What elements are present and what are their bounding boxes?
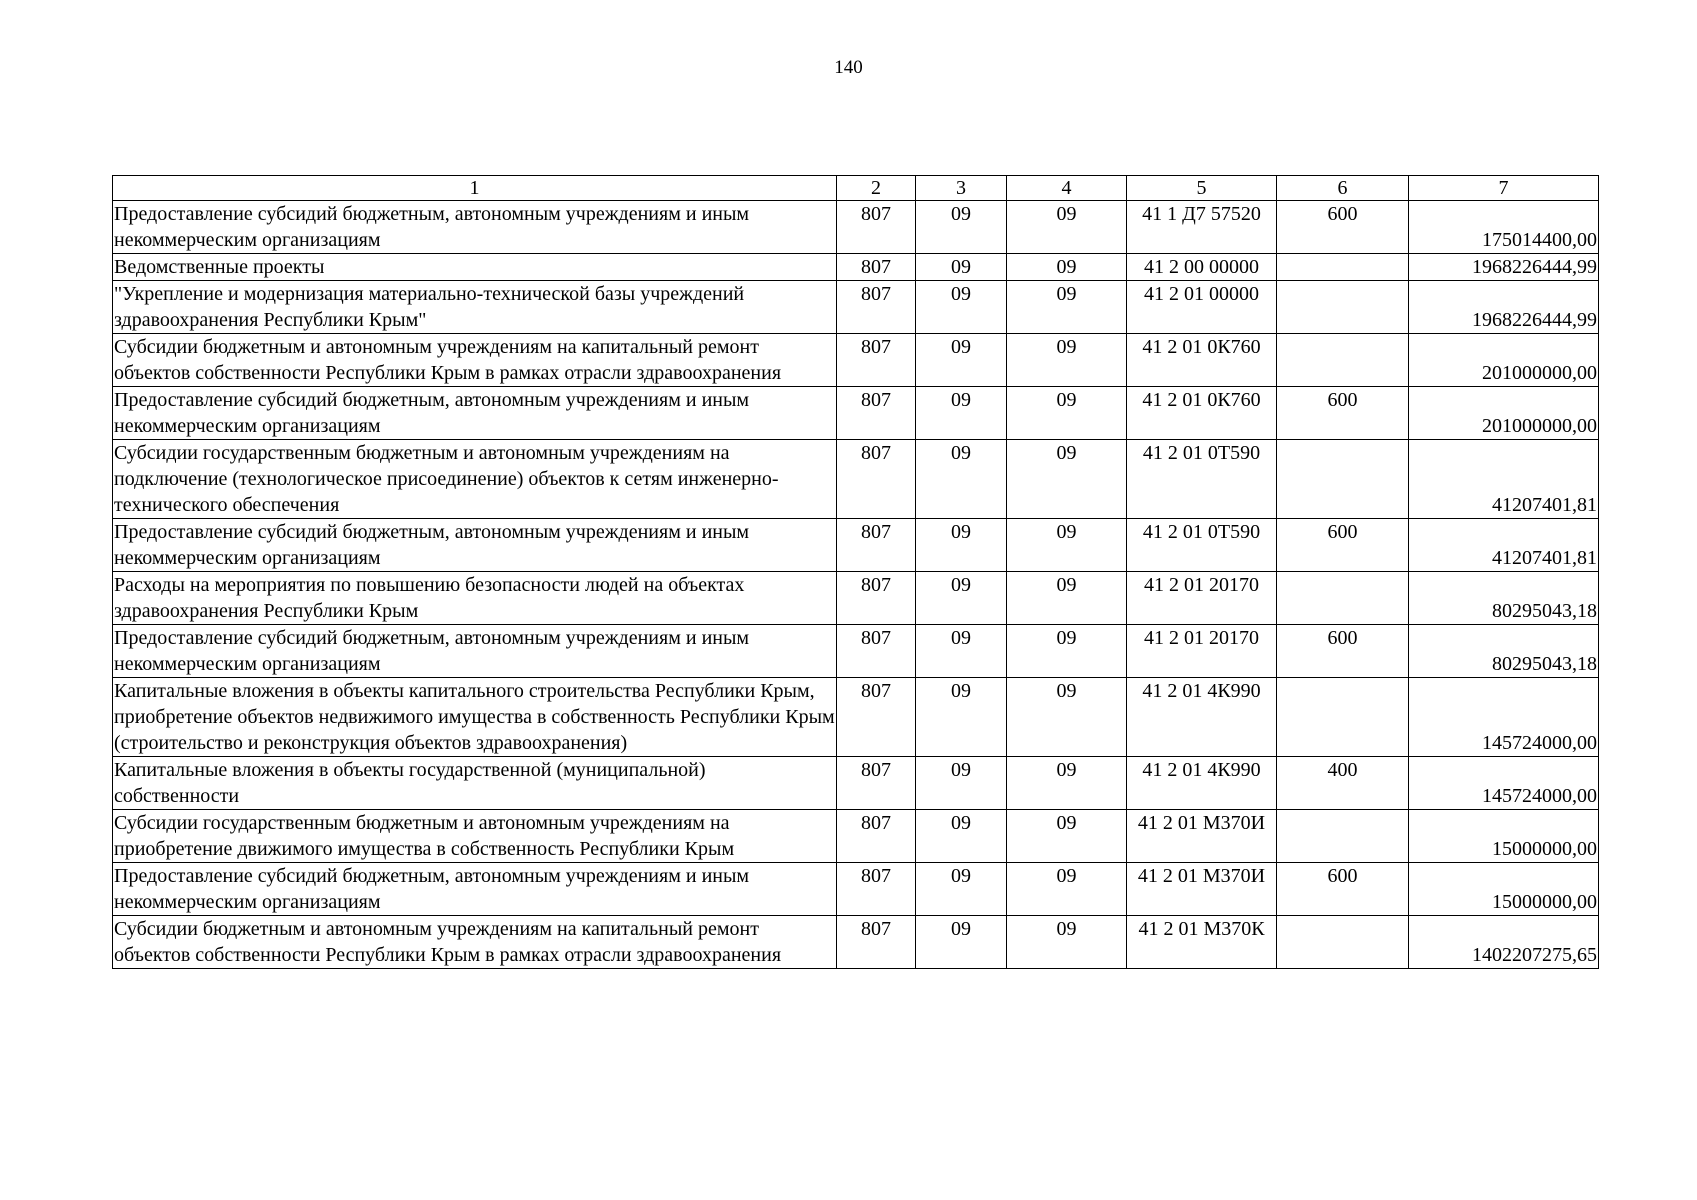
row-grbs-cell: 807 <box>837 810 916 863</box>
row-grbs-cell: 807 <box>837 440 916 519</box>
table-row <box>113 201 1599 254</box>
row-section-cell: 09 <box>916 916 1007 969</box>
row-name-cell: Предоставление субсидий бюджетным, автономным учреждениям и иным некоммерческим организациям <box>113 863 837 916</box>
row-name-cell: Субсидии государственным бюджетным и автономным учреждениям на приобретение движимого имущества в собственность Республики Крым <box>113 810 837 863</box>
row-section-cell: 09 <box>916 863 1007 916</box>
table-row <box>113 863 1599 916</box>
row-section-cell: 09 <box>916 254 1007 281</box>
row-target-code-cell: 41 2 01 20170 <box>1127 625 1277 678</box>
row-name-cell: Капитальные вложения в объекты государственной (муниципальной) собственности <box>113 757 837 810</box>
row-target-code-cell: 41 2 01 М370К <box>1127 916 1277 969</box>
row-name-cell: Предоставление субсидий бюджетным, автономным учреждениям и иным некоммерческим организациям <box>113 201 837 254</box>
row-section-cell: 09 <box>916 440 1007 519</box>
row-name-cell: Субсидии бюджетным и автономным учреждениям на капитальный ремонт объектов собственности Республики Крым в рамках отрасли здравоохранения <box>113 916 837 969</box>
row-expense-type-cell <box>1277 254 1409 281</box>
row-section-cell: 09 <box>916 810 1007 863</box>
row-subsection-cell: 09 <box>1007 625 1127 678</box>
row-subsection-cell: 09 <box>1007 863 1127 916</box>
row-target-code-cell: 41 2 01 0К760 <box>1127 387 1277 440</box>
row-subsection-cell: 09 <box>1007 201 1127 254</box>
row-name-cell: Субсидии государственным бюджетным и автономным учреждениям на подключение (технологическое присоединение) объектов к сетям инженерно-технического обеспечения <box>113 440 837 519</box>
row-name-cell: Капитальные вложения в объекты капитального строительства Республики Крым, приобретение объектов недвижимого имущества в собственность Республики Крым (строительство и реконструкция объектов здравоохранения) <box>113 678 837 757</box>
row-name-cell: Ведомственные проекты <box>113 254 837 281</box>
row-section-cell: 09 <box>916 625 1007 678</box>
budget-table <box>112 175 1599 969</box>
row-target-code-cell: 41 2 01 0Т590 <box>1127 440 1277 519</box>
column-header-4: 4 <box>1007 176 1127 201</box>
row-sum-cell: 145724000,00 <box>1409 678 1599 757</box>
page-number: 140 <box>834 57 863 78</box>
row-section-cell: 09 <box>916 387 1007 440</box>
row-expense-type-cell: 600 <box>1277 863 1409 916</box>
table-row <box>113 625 1599 678</box>
row-grbs-cell: 807 <box>837 281 916 334</box>
row-expense-type-cell <box>1277 440 1409 519</box>
row-sum-cell: 1968226444,99 <box>1409 254 1599 281</box>
row-target-code-cell: 41 2 01 0К760 <box>1127 334 1277 387</box>
row-target-code-cell: 41 2 01 4К990 <box>1127 678 1277 757</box>
row-section-cell: 09 <box>916 572 1007 625</box>
table-row <box>113 387 1599 440</box>
row-grbs-cell: 807 <box>837 572 916 625</box>
row-subsection-cell: 09 <box>1007 572 1127 625</box>
row-grbs-cell: 807 <box>837 201 916 254</box>
row-name-cell: Предоставление субсидий бюджетным, автономным учреждениям и иным некоммерческим организациям <box>113 625 837 678</box>
row-sum-cell: 145724000,00 <box>1409 757 1599 810</box>
column-header-6: 6 <box>1277 176 1409 201</box>
row-sum-cell: 15000000,00 <box>1409 810 1599 863</box>
row-sum-cell: 41207401,81 <box>1409 519 1599 572</box>
row-subsection-cell: 09 <box>1007 810 1127 863</box>
row-grbs-cell: 807 <box>837 519 916 572</box>
row-subsection-cell: 09 <box>1007 387 1127 440</box>
row-expense-type-cell: 600 <box>1277 625 1409 678</box>
row-subsection-cell: 09 <box>1007 678 1127 757</box>
row-target-code-cell: 41 2 00 00000 <box>1127 254 1277 281</box>
row-expense-type-cell: 600 <box>1277 519 1409 572</box>
row-grbs-cell: 807 <box>837 254 916 281</box>
table-header-row <box>113 176 1599 201</box>
row-grbs-cell: 807 <box>837 334 916 387</box>
row-sum-cell: 201000000,00 <box>1409 334 1599 387</box>
row-expense-type-cell <box>1277 678 1409 757</box>
row-expense-type-cell <box>1277 281 1409 334</box>
row-name-cell: "Укрепление и модернизация материально-технической базы учреждений здравоохранения Республики Крым" <box>113 281 837 334</box>
column-header-2: 2 <box>837 176 916 201</box>
row-subsection-cell: 09 <box>1007 440 1127 519</box>
table-row <box>113 757 1599 810</box>
row-expense-type-cell <box>1277 572 1409 625</box>
row-grbs-cell: 807 <box>837 625 916 678</box>
row-sum-cell: 80295043,18 <box>1409 572 1599 625</box>
row-section-cell: 09 <box>916 334 1007 387</box>
row-name-cell: Предоставление субсидий бюджетным, автономным учреждениям и иным некоммерческим организациям <box>113 387 837 440</box>
table-row <box>113 254 1599 281</box>
row-target-code-cell: 41 2 01 20170 <box>1127 572 1277 625</box>
row-target-code-cell: 41 2 01 4К990 <box>1127 757 1277 810</box>
row-section-cell: 09 <box>916 201 1007 254</box>
row-target-code-cell: 41 2 01 М370И <box>1127 863 1277 916</box>
row-expense-type-cell: 600 <box>1277 387 1409 440</box>
row-expense-type-cell <box>1277 810 1409 863</box>
row-subsection-cell: 09 <box>1007 334 1127 387</box>
row-sum-cell: 201000000,00 <box>1409 387 1599 440</box>
row-subsection-cell: 09 <box>1007 254 1127 281</box>
table-row <box>113 678 1599 757</box>
row-subsection-cell: 09 <box>1007 916 1127 969</box>
table-row <box>113 440 1599 519</box>
row-sum-cell: 80295043,18 <box>1409 625 1599 678</box>
row-target-code-cell: 41 2 01 0Т590 <box>1127 519 1277 572</box>
row-sum-cell: 1968226444,99 <box>1409 281 1599 334</box>
row-expense-type-cell <box>1277 334 1409 387</box>
row-section-cell: 09 <box>916 678 1007 757</box>
row-section-cell: 09 <box>916 281 1007 334</box>
row-name-cell: Расходы на мероприятия по повышению безопасности людей на объектах здравоохранения Республики Крым <box>113 572 837 625</box>
table-row <box>113 810 1599 863</box>
row-section-cell: 09 <box>916 519 1007 572</box>
row-sum-cell: 41207401,81 <box>1409 440 1599 519</box>
row-grbs-cell: 807 <box>837 678 916 757</box>
row-target-code-cell: 41 2 01 00000 <box>1127 281 1277 334</box>
row-grbs-cell: 807 <box>837 387 916 440</box>
row-sum-cell: 175014400,00 <box>1409 201 1599 254</box>
row-subsection-cell: 09 <box>1007 519 1127 572</box>
row-grbs-cell: 807 <box>837 916 916 969</box>
column-header-5: 5 <box>1127 176 1277 201</box>
table-row <box>113 572 1599 625</box>
row-section-cell: 09 <box>916 757 1007 810</box>
row-name-cell: Субсидии бюджетным и автономным учреждениям на капитальный ремонт объектов собственности Республики Крым в рамках отрасли здравоохранения <box>113 334 837 387</box>
table-row <box>113 334 1599 387</box>
column-header-7: 7 <box>1409 176 1599 201</box>
row-expense-type-cell <box>1277 916 1409 969</box>
row-target-code-cell: 41 1 Д7 57520 <box>1127 201 1277 254</box>
table-row <box>113 281 1599 334</box>
row-expense-type-cell: 600 <box>1277 201 1409 254</box>
column-header-1: 1 <box>113 176 837 201</box>
column-header-3: 3 <box>916 176 1007 201</box>
row-expense-type-cell: 400 <box>1277 757 1409 810</box>
table-row <box>113 916 1599 969</box>
row-subsection-cell: 09 <box>1007 757 1127 810</box>
table-row <box>113 519 1599 572</box>
row-grbs-cell: 807 <box>837 863 916 916</box>
row-sum-cell: 15000000,00 <box>1409 863 1599 916</box>
row-subsection-cell: 09 <box>1007 281 1127 334</box>
row-sum-cell: 1402207275,65 <box>1409 916 1599 969</box>
row-grbs-cell: 807 <box>837 757 916 810</box>
row-target-code-cell: 41 2 01 М370И <box>1127 810 1277 863</box>
row-name-cell: Предоставление субсидий бюджетным, автономным учреждениям и иным некоммерческим организациям <box>113 519 837 572</box>
